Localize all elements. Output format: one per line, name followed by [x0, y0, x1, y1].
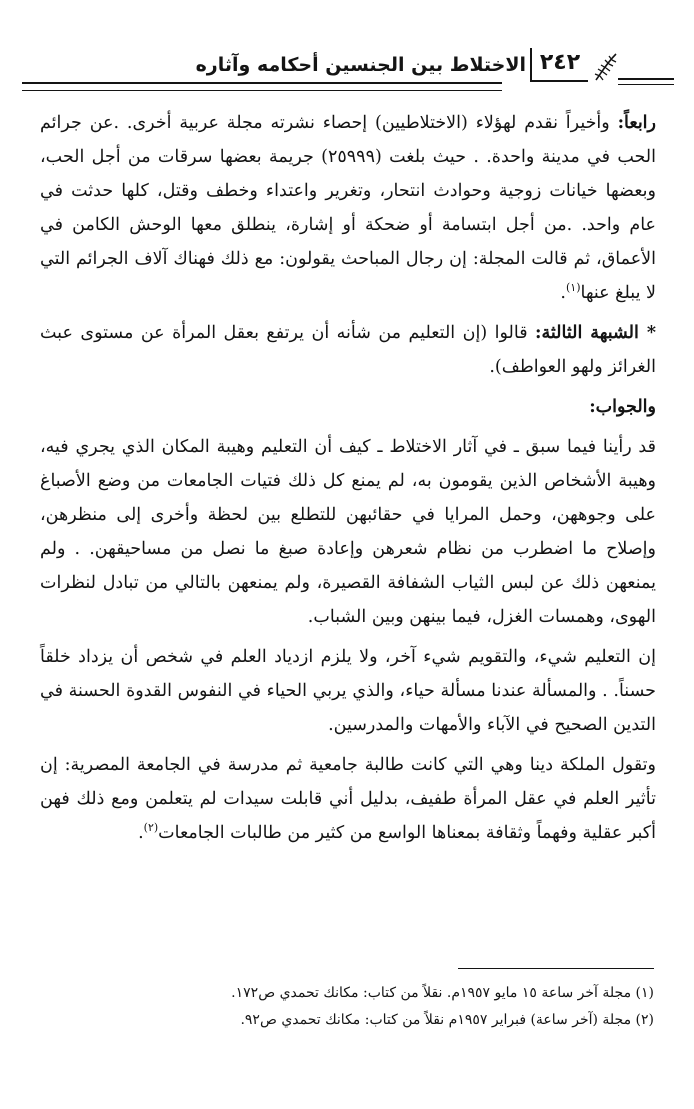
footnote-separator: [458, 968, 654, 969]
paragraph-text: وأخيراً نقدم لهؤلاء (الاختلاطيين) إحصاء نشرته مجلة عربية أخرى. .عن جرائم الحب في مدينة واحدة. . حيث بلغت (٢٥٩٩٩) جريمة بعضها سرقات من أجل الحب، وبعضها خيانات زوجية وحوادث انتحار، وتغرير واعتداء وخطف وقتل، كلها حدثت في عام واحد. .من أجل ابتسامة أو ضحكة أو إشارة، ينطلق معها الوحش الكامن في الأعماق، ثم قالت المجلة: إن رجال المباحث يقولون: مع ذلك فهناك آلاف الجرائم التي لا يبلغ عنها: [40, 113, 656, 303]
paragraph-6: وتقول الملكة دينا وهي التي كانت طالبة جامعية ثم مدرسة في الجامعة المصرية: إن تأثير العلم في عقل المرأة طفيف، بدليل أني قابلت سيدات لم يتعلمن ومع ذلك فهن أكبر عقلية وفهماً وثقافة بمعناها الواسع من كثير من طالبات الجامعات$^{(٢)}$.: [40, 755, 656, 843]
footnote-ref: (١): [565, 281, 581, 295]
footnote-2: (٢) مجلة (آخر ساعة) فبراير ١٩٥٧م نقلاً من كتاب: مكانك تحمدي ص٩٢.: [240, 1012, 654, 1028]
paragraph-text: إن التعليم شيء، والتقويم شيء آخر، ولا يلزم ازدياد العلم في شخص أن يزداد خلقاً حسناً. . والمسألة عندنا مسألة حياء، والذي يربي الحياء في النفوس القدوة الحسنة في التدين الصحيح في الآباء والأمهات والمدرسين.: [40, 647, 656, 735]
paragraph-lead: رابعاً:: [617, 113, 656, 133]
running-header: [18, 44, 674, 96]
paragraph-lead: * الشبهة الثالثة:: [535, 323, 656, 343]
header-rule-thin: [22, 90, 502, 91]
main-text: [40, 106, 656, 856]
paragraph-5: [40, 640, 656, 742]
footnotes: [38, 980, 654, 1034]
header-rule: [22, 82, 502, 84]
footnote-1: (١) مجلة آخر ساعة ١٥ مايو ١٩٥٧م. نقلاً من كتاب: مكانك تحمدي ص١٧٢.: [231, 985, 654, 1001]
paragraph-3: [40, 390, 656, 424]
answer-heading: والجواب:: [589, 397, 656, 417]
paragraph-text: وتقول الملكة دينا وهي التي كانت طالبة جامعية ثم مدرسة في الجامعة المصرية: إن تأثير العلم في عقل المرأة طفيف، بدليل أني قابلت سيدات لم يتعلمن ومع ذلك فهن أكبر عقلية وفهماً وثقافة بمعناها الواسع من كثير من طالبات الجامعات: [40, 755, 656, 843]
paragraph-1: رابعاً: وأخيراً نقدم لهؤلاء (الاختلاطيين) إحصاء نشرته مجلة عربية أخرى. .عن جرائم الحب في مدينة واحدة. . حيث بلغت (٢٥٩٩٩) جريمة بعضها سرقات من أجل الحب، وبعضها خيانات زوجية وحوادث انتحار، وتغرير واعتداء وخطف وقتل، كلها حدثت في عام واحد. .من أجل ابتسامة أو ضحكة أو إشارة، ينطلق معها الوحش الكامن في الأعماق، ثم قالت المجلة: إن رجال المباحث يقولون: مع ذلك فهناك آلاف الجرائم التي لا يبلغ عنها$^{(١)}$.: [40, 113, 656, 303]
header-rule-right-thin: [618, 84, 674, 85]
paragraph-4: [40, 430, 656, 634]
page-number: ٢٤٢: [530, 48, 588, 82]
paragraph-2: [40, 316, 656, 384]
paragraph-text: قالوا (إن التعليم من شأنه أن يرتفع بعقل المرأة عن مستوى عبث الغرائز ولهو العواطف).: [40, 323, 656, 377]
leaf-ornament-icon: [594, 50, 618, 84]
header-title: الاختلاط بين الجنسين أحكامه وآثاره: [195, 54, 526, 76]
header-rule-right: [618, 78, 674, 80]
footnote-ref: (٢): [143, 821, 159, 835]
paragraph-text: قد رأينا فيما سبق ـ في آثار الاختلاط ـ كيف أن التعليم وهيبة المكان الذي يجري فيه، وهيبة الأشخاص الذين يقومون به، لم يمنع كل ذلك فتيات الجامعات من وضع الأصباغ على وجوههن، وحمل المرايا في حقائبهن للتطلع بين لحظة وأخرى إلى منظرهن، وإصلاح ما اضطرب من نظام شعرهن وإعادة صبغ ما نصل من مساحيقهن. . ولم يمنعهن ذلك عن لبس الثياب الشفافة القصيرة، ولم يمنعهن بالتالي من تبادل لنظرات الهوى، وهمسات الغزل، فيما بينهن وبين الشباب.: [40, 437, 656, 627]
